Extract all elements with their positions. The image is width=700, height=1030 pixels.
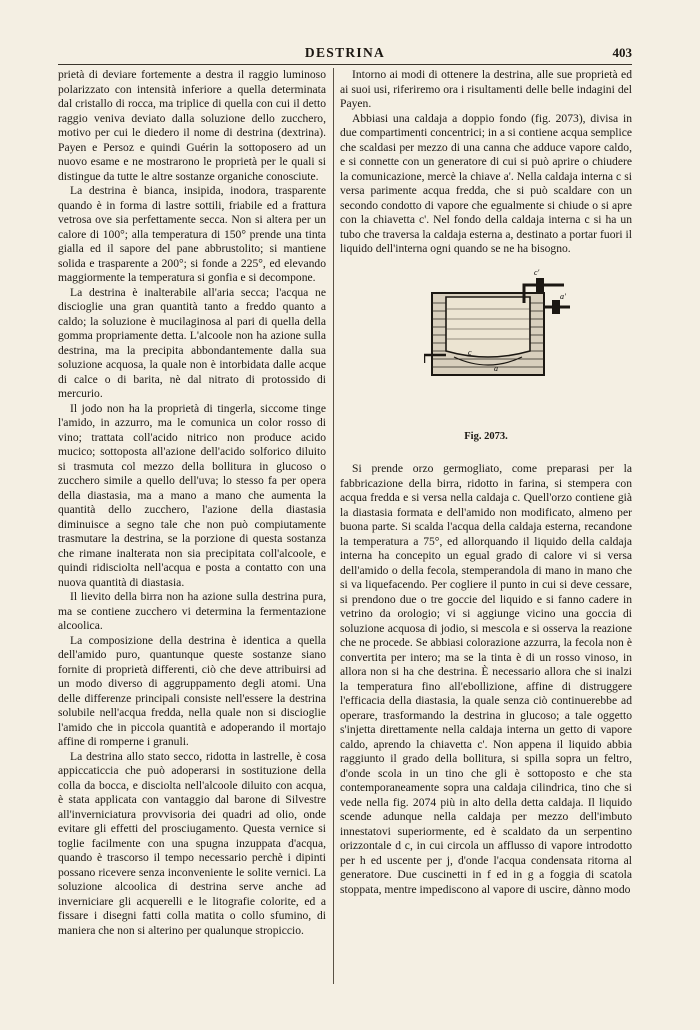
figure-2073-double-boiler <box>340 263 632 428</box>
paragraph: Il jodo non ha la proprietà di tingerla, siccome tinge l'amido, in azzurro, ma le comunica un color rosso di vino; trattata coll'acido nitrico non produce acido mucico; sottoposta all'azione dell'acido solforico diluito si trasmuta col mezzo della bollitura in glucoso o zucchero simile a quello dell'uva; lo stesso fa per opera della diastasia, ma a mano a mano che aumenta la quantità dello zucchero, l'azione della diastasia diminuisce a segno tale che non può compiutamente trasmutare la destrina, se la porzione di questa sostanza che rimane inalterata non sia precipitata coll'alcoole, e quindi ridisciolta nell'acqua e posta a contatto con una nuova quantità di diastasia. <box>58 401 326 589</box>
right-column <box>340 68 632 897</box>
paragraph: prietà di deviare fortemente a destra il raggio luminoso polarizzato con intensità inferiore a quella determinata dal cristallo di rocca, ma triplice di quella con cui il detto raggio veniva deviato dalla soluzione dello zucchero, motivo per cui le diedero il nome di destrina (dextrina). Payen e Persoz e quindi Guérin la sottoposero ad un nuovo esame e ne mostrarono le proprietà per le quali si distingue da tutte le altre sostanze organiche conosciute. <box>58 68 326 183</box>
double-boiler-illustration <box>424 263 574 393</box>
paragraph: Il lievito della birra non ha azione sulla destrina pura, ma se contiene zucchero vi determina la fermentazione alcoolica. <box>58 590 326 632</box>
figure-caption: Fig. 2073. <box>464 430 508 442</box>
paragraph: Abbiasi una caldaja a doppio fondo (fig. 2073), divisa in due compartimenti concentrici; in a si contiene acqua semplice che scaldasi per mezzo di una canna che adduce vapore caldo, e si connette con un generatore di cui si può aprire o chiudere la comunicazione, mercè la chiave a'. Nella caldaja interna c si versa parimente acqua fredda, che si può scaldare con un secondo condotto di vapore che egualmente si chiude o si apre con la chiavetta c'. Nel fondo della caldaja interna c si ha un tubo che traversa la caldaja esterna a, destinato a portar fuori il liquido dell'interna ogni quando se ne ha bisogno. <box>340 111 632 255</box>
left-column <box>58 68 326 938</box>
label-c: c <box>468 347 472 357</box>
column-divider <box>333 68 334 984</box>
label-a: a <box>494 363 498 373</box>
running-title: DESTRINA <box>304 45 386 60</box>
label-c-prime: c' <box>534 267 540 277</box>
paragraph: La composizione della destrina è identica a quella dell'amido puro, quantunque queste sostanze siano fornite di proprietà differenti, ciò che deve attribuirsi ad un modo diverso di aggruppamento degli atomi. Una delle differenze principali consiste nell'essere la destrina solubile nell'acqua fredda, nella quale non si discioglie l'amido che in piccola quantità e adoperando il mortajo affine di romperne i granuli. <box>58 633 326 748</box>
label-a-prime: a' <box>560 291 566 301</box>
paragraph: La destrina è inalterabile all'aria secca; l'acqua ne discioglie una gran quantità tanto a freddo quanto a caldo; la soluzione è mucilaginosa al pari di quella della gomma propriamente detta. L'alcoole non ha azione sulla destrina, ma la precipita abbondantemente dalla sua soluzione acquosa, la quale non è intorbidata dalle acque di calce o di barita, nè dal nitrato di protossido di mercurio. <box>58 285 326 400</box>
running-header <box>58 44 632 65</box>
paragraph: La destrina allo stato secco, ridotta in lastrelle, è cosa appiccaticcia che può adoperarsi in sostituzione della colla da bocca, e disciolta nell'alcoole diluito con acqua, è stata applicata con vantaggio dal barone di Silvestre all'inverniciatura provvisoria dei quadri ad olio, onde evitare gli effetti del prosciugamento. Questa vernice si toglie facilmente con una spugna inzuppata d'acqua, quando è trascorso il tempo necessario perchè i dipinti possano ricevere senza inconveniente le solite vernici. La soluzione alcoolica di destrina serve anche ad inverniciare gli acquerelli e le litografie colorite, ed a fissare i disegni fatti colla matita o collo sfumino, di maniera che non si alterino per qualunque stropiccio. <box>58 749 326 937</box>
paragraph: Intorno ai modi di ottenere la destrina, alle sue proprietà ed ai suoi usi, riferiremo ora i risultamenti delle belle indagini del Payen. <box>340 68 632 110</box>
page-number: 403 <box>612 45 632 60</box>
paragraph: Si prende orzo germogliato, come preparasi per la fabbricazione della birra, ridotto in farina, si stempera con acqua fredda e si versa nella caldaja c. Quell'orzo contiene già la diastasia formata e dell'amido non modificato, almeno per buona parte. Si scalda l'acqua della caldaja esterna, recandone la temperatura a 75°, ed allorquando il liquido della caldaja interna ha concepito un egual grado di calore vi si versa dell'amido o della fecola, stemperandola di mano in mano che si va liquefacendo. Per cogliere il punto in cui si deve cessare, si prendono due o tre goccie del liquido e si fanno cadere in vetrino da orologio; vi si aggiunge vicino una goccia di soluzione acquosa di jodio, si mescola e si osserva la reazione che ne procede. Se abbiasi colorazione azzurra, la fecola non è convertita per intero; ma se la tinta è di un rosso vinoso, in allora non si ha che destrina. È necessario allora che si inalzi la temperatura fino all'ebollizione, affine di distruggere l'efficacia della diastasia, la quale senza ciò continuerebbe ad operare, trasformando la destrina in glucoso; a tale oggetto s'injetta direttamente nella caldaja interna un getto di vapore caldo, aprendo la chiavetta c'. Non appena il liquido abbia raggiunto il grado della bollitura, si spilla sopra un feltro, d'onde scola in un tino che gli è sottoposto e che sta contemporaneamente sopra una caldaja cilindrica, tino che si vede nella fig. 2074 più in alto della detta caldaja. Il liquido scende adunque nella caldaja per mezzo dell'imbuto innestatovi superiormente, ed è scaldato da un serpentino orizzontale d c, in cui circola un afflusso di vapore introdotto per h ed uscente per j, d'onde l'acqua condensata ritorna al generatore. Due cuscinetti in f ed in g a foggia di scatola stoppata, mentre impediscono al vapore di uscire, dànno modo <box>340 462 632 896</box>
paragraph: La destrina è bianca, insipida, inodora, trasparente quando è in forma di lastre sottili, friabile ed a frattura vetrosa ove sia perfettamente secca. Non si altera per un calore di 100°; alla temperatura di 150° prende una tinta gialla ed il sapore del pane abbrustolito; si mantiene solida e trasparente a 200°; si fonde a 225°, ed elevando maggiormente la temperatura si gonfia e si decompone. <box>58 184 326 284</box>
